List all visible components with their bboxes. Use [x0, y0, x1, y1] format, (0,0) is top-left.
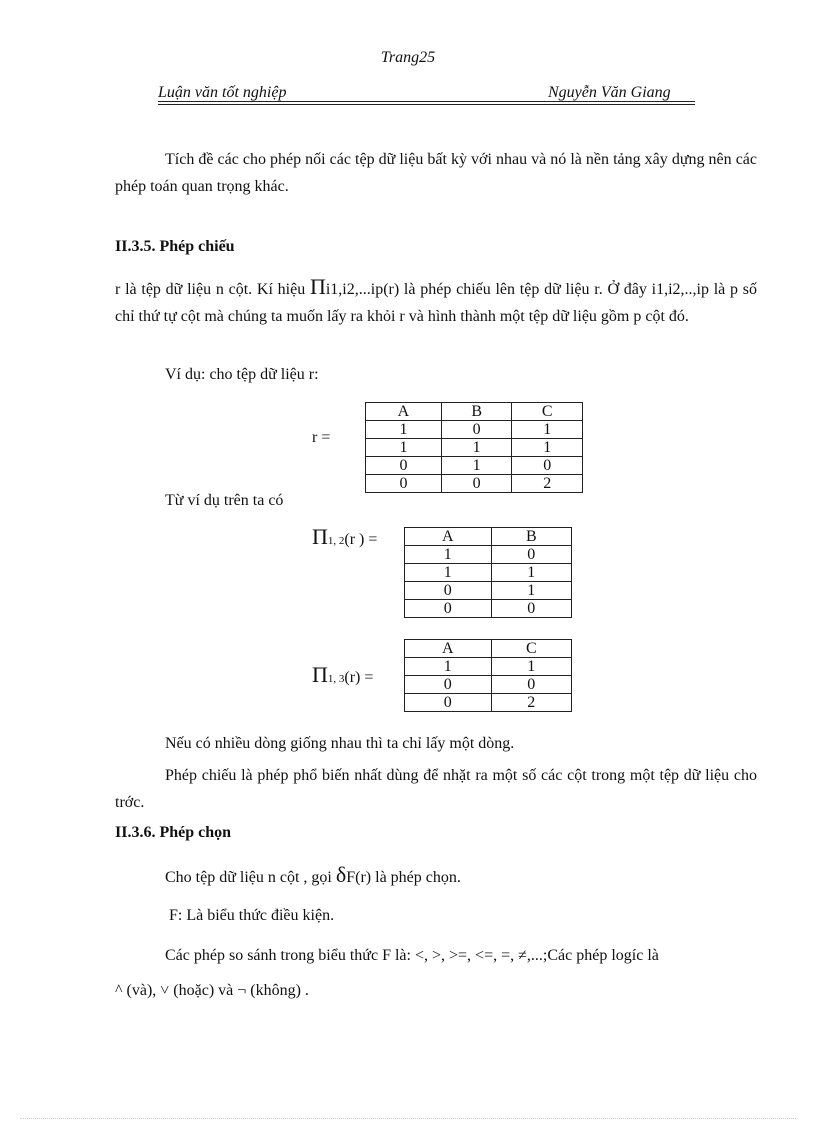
projection-rest: (r ) =	[344, 531, 378, 548]
table-r-header-cell: C	[512, 403, 583, 421]
table-projection-12	[404, 527, 572, 618]
table-cell: 0	[405, 582, 492, 600]
logic-operators: ^ (và), ˅ (hoặc) và ¬ (không) .	[115, 982, 309, 999]
projection-subscript: 1, 3	[327, 673, 345, 685]
section-heading-selection: II.3.6. Phép chọn	[115, 824, 232, 841]
table-cell: 1	[441, 457, 512, 475]
pi-symbol: Π	[309, 274, 326, 299]
table-cell: 1	[366, 421, 442, 439]
table-cell: 1	[405, 658, 492, 676]
table-r-header-row	[366, 403, 583, 421]
table-cell: 1	[512, 439, 583, 457]
table-cell: 0	[491, 546, 571, 564]
table-row	[405, 676, 572, 694]
table-cell: 2	[512, 475, 583, 493]
projection-rest: (r) =	[344, 669, 374, 686]
table-cell: 1	[441, 439, 512, 457]
table-header-row	[405, 640, 572, 658]
table-header-cell: A	[405, 528, 492, 546]
duplicate-rows-note: Nếu có nhiều dòng giống nhau thì ta chỉ lấy một dòng.	[165, 735, 515, 752]
table-row	[405, 546, 572, 564]
table-cell: 0	[366, 475, 442, 493]
running-header-author: Nguyễn Văn Giang	[548, 84, 671, 101]
table-r-header-cell: A	[366, 403, 442, 421]
selection-def-text-1: Cho tệp dữ liệu n cột , gọi	[165, 869, 336, 886]
table-cell: 0	[512, 457, 583, 475]
header-rule	[158, 101, 695, 102]
table-row	[366, 421, 583, 439]
example-intro: Ví dụ: cho tệp dữ liệu r:	[165, 366, 319, 383]
projection-13-label	[312, 662, 373, 688]
table-row	[405, 564, 572, 582]
table-row	[405, 582, 572, 600]
table-cell: 1	[491, 564, 571, 582]
intro-paragraph: Tích đề các cho phép nối các tệp dữ liệu bất kỳ với nhau và nó là nền tảng xây dựng nên các phép toán quan trọng khác.	[115, 151, 757, 195]
from-example-text: Từ ví dụ trên ta có	[165, 492, 284, 509]
projection-def-text-2: i1,i2,...ip(r) là phép chiếu lên tệp dữ liệu r. Ở đây i1,i2,..,ip là p số chỉ thứ tự cột mà chúng ta muốn lấy ra khỏi r và hình thành một tệp dữ liệu gồm p cột đó.	[115, 281, 757, 325]
table-cell: 1	[491, 582, 571, 600]
table-projection-13	[404, 639, 572, 712]
pi-symbol: Π	[312, 662, 328, 687]
table-cell: 0	[441, 421, 512, 439]
projection-12-label	[312, 524, 377, 550]
table-header-cell: C	[491, 640, 571, 658]
pi-symbol: Π	[312, 524, 328, 549]
page-number: Trang25	[380, 49, 436, 66]
table-r-header-cell: B	[441, 403, 512, 421]
table-header-row	[405, 528, 572, 546]
table-header-cell: B	[491, 528, 571, 546]
table-row	[366, 439, 583, 457]
table-row	[405, 600, 572, 618]
condition-expression: F: Là biểu thức điều kiện.	[165, 907, 335, 924]
running-header-thesis: Luận văn tốt nghiệp	[158, 84, 287, 101]
r-label: r =	[312, 429, 331, 446]
projection-summary: Phép chiếu là phép phổ biến nhất dùng để nhặt ra một số các cột trong một tệp dữ liệu cho trớc.	[115, 767, 757, 811]
table-cell: 0	[405, 600, 492, 618]
table-cell: 0	[491, 676, 571, 694]
table-row	[405, 694, 572, 712]
table-cell: 0	[405, 694, 492, 712]
section-heading-projection: II.3.5. Phép chiếu	[115, 238, 235, 255]
table-cell: 0	[366, 457, 442, 475]
table-header-cell: A	[405, 640, 492, 658]
table-r	[365, 402, 583, 493]
table-cell: 1	[366, 439, 442, 457]
table-cell: 1	[405, 564, 492, 582]
table-cell: 1	[491, 658, 571, 676]
page-footer-line	[20, 1118, 796, 1119]
table-cell: 0	[405, 676, 492, 694]
selection-def-text-2: F(r) là phép chọn.	[346, 869, 461, 886]
table-row	[405, 658, 572, 676]
delta-symbol: δ	[335, 862, 347, 887]
selection-definition	[165, 862, 461, 888]
table-row	[366, 475, 583, 493]
table-cell: 0	[491, 600, 571, 618]
table-cell: 0	[441, 475, 512, 493]
table-row	[366, 457, 583, 475]
projection-definition	[115, 273, 757, 330]
projection-subscript: 1, 2	[327, 535, 345, 547]
comparison-operators: Các phép so sánh trong biểu thức F là: <, >, >=, <=, =, ≠,...;Các phép logíc là	[165, 947, 659, 964]
header-rule-2	[158, 104, 695, 105]
table-cell: 1	[405, 546, 492, 564]
table-cell: 2	[491, 694, 571, 712]
projection-def-text-1: r là tệp dữ liệu n cột. Kí hiệu	[115, 281, 310, 298]
table-cell: 1	[512, 421, 583, 439]
